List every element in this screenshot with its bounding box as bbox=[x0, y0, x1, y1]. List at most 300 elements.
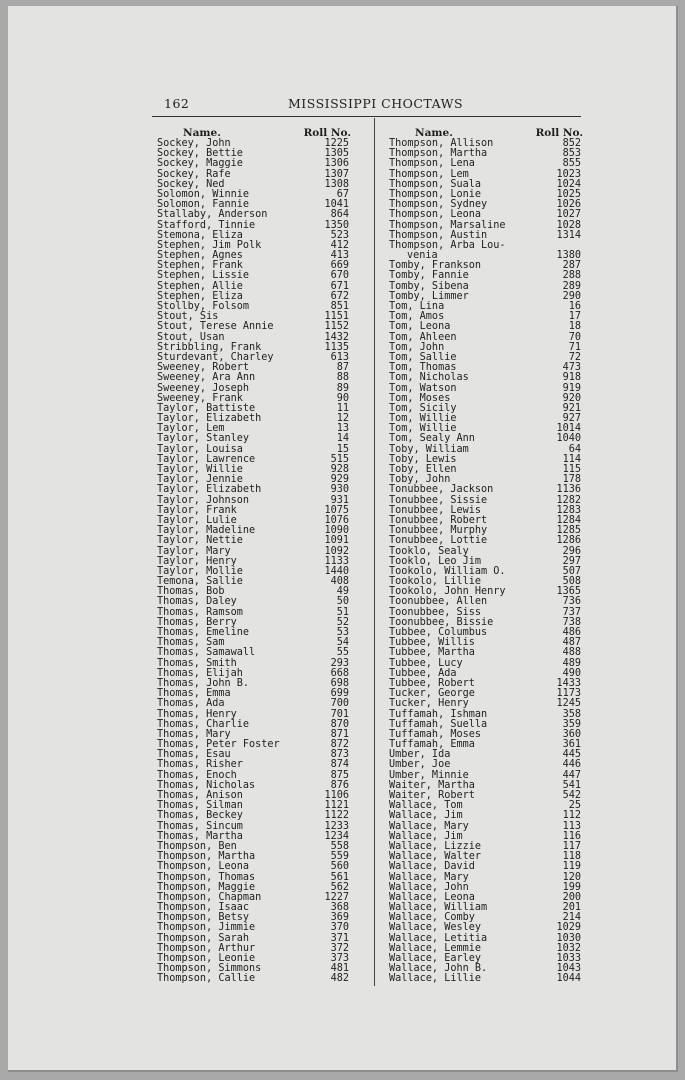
entry-name: Tonubbee, Murphy bbox=[389, 525, 488, 537]
entry-roll-number: 1033 bbox=[556, 953, 581, 965]
entry-roll-number: 1014 bbox=[556, 423, 581, 435]
entry-roll-number: 851 bbox=[330, 301, 349, 312]
roll-entry-row bbox=[157, 974, 351, 984]
entry-name: Taylor, Henry bbox=[157, 555, 237, 567]
entry-name: Tonubbee, Robert bbox=[389, 514, 488, 526]
entry-name: Stephen, Agnes bbox=[157, 250, 243, 262]
entry-name: Taylor, Frank bbox=[157, 504, 237, 516]
entry-name: Toby, John bbox=[389, 474, 451, 486]
entry-name: Thomas, Anison bbox=[157, 790, 243, 801]
entry-roll-number: 670 bbox=[330, 270, 349, 282]
entry-roll-number: 52 bbox=[336, 616, 349, 628]
entry-roll-number: 88 bbox=[336, 372, 349, 384]
entry-roll-number: 89 bbox=[336, 382, 349, 394]
entry-name: Thompson, Maggie bbox=[157, 881, 256, 893]
entry-roll-number: 1305 bbox=[324, 148, 349, 160]
entry-name: Wallace, Leona bbox=[389, 891, 475, 903]
entry-name: Thompson, Marsaline bbox=[389, 219, 506, 231]
entry-roll-number: 738 bbox=[562, 616, 581, 628]
entry-name: Thompson, Austin bbox=[389, 229, 488, 241]
entry-roll-number: 1282 bbox=[556, 494, 581, 506]
roll-entry-row bbox=[157, 862, 351, 872]
entry-roll-number: 13 bbox=[336, 423, 349, 435]
entry-roll-number: 671 bbox=[330, 280, 349, 292]
entry-roll-number: 736 bbox=[562, 596, 581, 608]
entry-name: Thomas, Charlie bbox=[157, 718, 250, 730]
entry-roll-number: 1122 bbox=[324, 810, 349, 822]
entry-roll-number: 1023 bbox=[556, 168, 581, 180]
entry-roll-number: 515 bbox=[330, 453, 349, 465]
entry-name: Thomas, Ada bbox=[157, 698, 225, 710]
entry-name: Wallace, Mary bbox=[389, 820, 469, 832]
entry-roll-number: 1075 bbox=[324, 504, 349, 516]
entry-roll-number: 473 bbox=[562, 362, 581, 374]
entry-name: Tubbee, Robert bbox=[389, 677, 475, 689]
roll-column-header: Roll No. bbox=[303, 127, 351, 139]
entry-name: Wallace, Jim bbox=[389, 810, 463, 822]
entry-roll-number: 919 bbox=[562, 382, 581, 394]
entry-roll-number: 368 bbox=[330, 902, 349, 914]
entry-name: Taylor, Willie bbox=[157, 464, 243, 475]
entry-roll-number: 17 bbox=[568, 311, 581, 323]
entry-name: Sockey, Ned bbox=[157, 178, 225, 190]
entry-name: Thompson, Sarah bbox=[157, 932, 250, 944]
entry-roll-number: 921 bbox=[562, 402, 581, 414]
entry-name: Tom, John bbox=[389, 341, 445, 353]
entry-roll-number: 54 bbox=[336, 637, 349, 649]
entry-name: Taylor, Mary bbox=[157, 545, 231, 557]
entry-roll-number: 481 bbox=[330, 963, 349, 975]
entry-name: Tuffamah, Moses bbox=[389, 728, 482, 740]
entry-name: Wallace, Comby bbox=[389, 912, 475, 924]
entry-roll-number: 1152 bbox=[324, 321, 349, 333]
entry-roll-number: 360 bbox=[562, 728, 581, 740]
entry-name: Tom, Sealy Ann bbox=[389, 433, 475, 445]
entry-name: Stafford, Tinnie bbox=[157, 219, 256, 231]
entry-roll-number: 672 bbox=[330, 290, 349, 302]
entry-name: Wallace, John bbox=[389, 881, 469, 893]
entry-roll-number: 1151 bbox=[324, 311, 349, 323]
entry-roll-number: 853 bbox=[562, 148, 581, 160]
entry-roll-number: 1025 bbox=[556, 188, 581, 200]
roll-entry-row bbox=[157, 373, 351, 383]
entry-roll-number: 117 bbox=[562, 840, 581, 852]
entry-name: Wallace, Tom bbox=[389, 800, 463, 812]
entry-roll-number: 561 bbox=[330, 871, 349, 883]
entry-roll-number: 1136 bbox=[556, 484, 581, 496]
entry-name: Thomas, Peter Foster bbox=[157, 739, 280, 751]
entry-roll-number: 290 bbox=[562, 290, 581, 302]
entry-name: Sockey, John bbox=[157, 138, 231, 149]
entry-roll-number: 445 bbox=[562, 749, 581, 761]
entry-name: Tubbee, Columbus bbox=[389, 627, 488, 639]
entry-roll-number: 112 bbox=[562, 810, 581, 822]
entry-name: Tookolo, William O. bbox=[389, 565, 506, 577]
entry-roll-number: 413 bbox=[330, 250, 349, 262]
entry-name: Thompson, Allison bbox=[389, 138, 494, 149]
entry-roll-number: 49 bbox=[336, 586, 349, 598]
roll-entry-row bbox=[157, 699, 351, 709]
entry-roll-number: 508 bbox=[562, 576, 581, 588]
entry-name: Sweeney, Robert bbox=[157, 362, 250, 374]
entry-roll-number: 523 bbox=[330, 229, 349, 241]
entry-name: Tomby, Limmer bbox=[389, 290, 469, 302]
entry-name: Thompson, Arba Lou- bbox=[389, 239, 506, 251]
entry-roll-number: 562 bbox=[330, 881, 349, 893]
entry-roll-number: 873 bbox=[330, 749, 349, 761]
entry-roll-number: 288 bbox=[562, 270, 581, 282]
roll-entry-row bbox=[389, 699, 583, 709]
entry-name: Tucker, Henry bbox=[389, 698, 469, 710]
entry-name: Tom, Amos bbox=[389, 311, 445, 323]
entry-name: Tubbee, Willis bbox=[389, 637, 475, 649]
entry-roll-number: 1225 bbox=[324, 138, 349, 149]
entry-roll-number: 698 bbox=[330, 677, 349, 689]
entry-name: Wallace, Lizzie bbox=[389, 840, 482, 852]
page-header bbox=[158, 96, 588, 116]
entry-name: Thomas, Elijah bbox=[157, 667, 243, 679]
entry-roll-number: 918 bbox=[562, 372, 581, 384]
entry-roll-number: 297 bbox=[562, 555, 581, 567]
entry-roll-number: 487 bbox=[562, 637, 581, 649]
entry-name: Stemona, Eliza bbox=[157, 229, 243, 241]
entry-roll-number: 1091 bbox=[324, 535, 349, 547]
entry-name: Tuffamah, Ishman bbox=[389, 708, 488, 720]
entry-name: Thomas, Berry bbox=[157, 616, 237, 628]
entry-name: Toby, William bbox=[389, 443, 469, 455]
entry-roll-number: 558 bbox=[330, 840, 349, 852]
entry-name: Sturdevant, Charley bbox=[157, 351, 274, 363]
entry-name: Thompson, Leonie bbox=[157, 953, 256, 964]
roll-entry-row bbox=[157, 536, 351, 546]
entry-name: Tom, Lina bbox=[389, 301, 445, 313]
entry-roll-number: 1040 bbox=[556, 433, 581, 445]
roll-entry-row bbox=[389, 974, 583, 984]
entry-roll-number: 876 bbox=[330, 779, 349, 791]
entry-name: Thompson, Ben bbox=[157, 840, 237, 852]
entry-name: Thomas, Ramsom bbox=[157, 606, 243, 618]
entry-name: Taylor, Louisa bbox=[157, 443, 243, 455]
entry-roll-number: 1024 bbox=[556, 178, 581, 190]
entry-roll-number: 370 bbox=[330, 922, 349, 934]
entry-name: Thompson, Lonie bbox=[389, 188, 482, 200]
entry-name: Thomas, Enoch bbox=[157, 769, 237, 781]
entry-name: Stephen, Lissie bbox=[157, 270, 250, 282]
entry-roll-number: 701 bbox=[330, 708, 349, 720]
entry-roll-number: 928 bbox=[330, 464, 349, 475]
entry-roll-number: 737 bbox=[562, 606, 581, 618]
entry-roll-number: 214 bbox=[562, 912, 581, 924]
entry-name: Tomby, Fannie bbox=[389, 270, 469, 282]
entry-roll-number: 446 bbox=[562, 759, 581, 771]
entry-name: Thompson, Lena bbox=[389, 158, 475, 170]
entry-roll-number: 699 bbox=[330, 688, 349, 700]
entry-name: Thompson, Lem bbox=[389, 168, 469, 180]
entry-name: Tomby, Frankson bbox=[389, 260, 482, 272]
entry-roll-number: 1245 bbox=[556, 698, 581, 710]
entry-roll-number: 668 bbox=[330, 667, 349, 679]
entry-roll-number: 116 bbox=[562, 830, 581, 842]
entry-name: Tom, Ahleen bbox=[389, 331, 457, 343]
entry-name: Stollby, Folsom bbox=[157, 301, 250, 312]
roll-column-left bbox=[157, 127, 351, 985]
entry-name: Toonubbee, Siss bbox=[389, 606, 482, 618]
entry-name: Sweeney, Ara Ann bbox=[157, 372, 256, 384]
entry-roll-number: 371 bbox=[330, 932, 349, 944]
entry-name: Toby, Ellen bbox=[389, 464, 457, 476]
entry-name: Thomas, Sam bbox=[157, 637, 225, 649]
entry-roll-number: 115 bbox=[562, 464, 581, 476]
entry-name: Taylor, Elizabeth bbox=[157, 484, 262, 496]
entry-name: Taylor, Elizabeth bbox=[157, 413, 262, 425]
entry-roll-number: 1026 bbox=[556, 199, 581, 211]
entry-roll-number: 120 bbox=[562, 871, 581, 883]
entry-name: Thomas, Sincum bbox=[157, 820, 243, 832]
entry-roll-number: 1284 bbox=[556, 514, 581, 526]
entry-name: Umber, Minnie bbox=[389, 769, 469, 781]
entry-name: Wallace, Walter bbox=[389, 851, 482, 863]
entry-name: Tucker, George bbox=[389, 688, 475, 700]
entry-roll-number: 412 bbox=[330, 239, 349, 251]
entry-name: Taylor, Lulie bbox=[157, 514, 237, 526]
entry-name: Sweeney, Joseph bbox=[157, 382, 250, 394]
entry-roll-number: 1350 bbox=[324, 219, 349, 231]
entry-name: Umber, Ida bbox=[389, 749, 451, 761]
entry-name: Thompson, Martha bbox=[157, 851, 256, 863]
entry-roll-number: 16 bbox=[568, 301, 581, 313]
entry-name: Waiter, Robert bbox=[389, 790, 475, 802]
entry-name: Tuffamah, Suella bbox=[389, 718, 488, 730]
entry-name: Tonubbee, Jackson bbox=[389, 484, 494, 496]
entry-name: Wallace, John B. bbox=[389, 963, 488, 975]
entry-name: Stout, Terese Annie bbox=[157, 321, 274, 333]
entry-name: Taylor, Nettie bbox=[157, 535, 243, 547]
column-divider bbox=[374, 118, 375, 986]
entry-roll-number: 87 bbox=[336, 362, 349, 374]
entry-roll-number: 486 bbox=[562, 627, 581, 639]
entry-name: Taylor, Jennie bbox=[157, 474, 243, 486]
entry-roll-number: 507 bbox=[562, 565, 581, 577]
entry-roll-number: 1133 bbox=[324, 555, 349, 567]
entry-roll-number: 1440 bbox=[324, 565, 349, 577]
entry-roll-number: 482 bbox=[330, 973, 349, 985]
entry-name: Thompson, Suala bbox=[389, 178, 482, 190]
entry-roll-number: 1032 bbox=[556, 942, 581, 954]
entry-roll-number: 1307 bbox=[324, 168, 349, 180]
entry-roll-number: 358 bbox=[562, 708, 581, 720]
entry-name: Thomas, Martha bbox=[157, 830, 243, 842]
entry-roll-number: 1043 bbox=[556, 963, 581, 975]
entry-roll-number: 855 bbox=[562, 158, 581, 170]
entry-roll-number: 14 bbox=[336, 433, 349, 445]
entry-name: Tubbee, Lucy bbox=[389, 657, 463, 669]
entry-roll-number: 931 bbox=[330, 494, 349, 506]
entry-roll-number: 488 bbox=[562, 647, 581, 659]
entry-name: Thomas, Smith bbox=[157, 657, 237, 669]
entry-roll-number: 1029 bbox=[556, 922, 581, 934]
entry-name: Tom, Willie bbox=[389, 423, 457, 435]
entry-name: Thompson, Betsy bbox=[157, 912, 250, 924]
entry-roll-number: 72 bbox=[568, 351, 581, 363]
entry-roll-number: 50 bbox=[336, 596, 349, 608]
entry-name-continuation: venia bbox=[407, 250, 438, 262]
entry-roll-number: 1285 bbox=[556, 525, 581, 537]
entry-name: Tubbee, Ada bbox=[389, 667, 457, 679]
entry-name: Taylor, Stanley bbox=[157, 433, 250, 445]
entry-roll-number: 1092 bbox=[324, 545, 349, 557]
entry-name: Sockey, Bettie bbox=[157, 148, 243, 160]
entry-roll-number: 1234 bbox=[324, 830, 349, 842]
entry-name: Waiter, Martha bbox=[389, 779, 475, 791]
entry-name: Stephen, Allie bbox=[157, 280, 243, 292]
entry-roll-number: 199 bbox=[562, 881, 581, 893]
entry-name: Thomas, John B. bbox=[157, 677, 250, 689]
entry-name: Wallace, David bbox=[389, 861, 475, 873]
entry-roll-number: 51 bbox=[336, 606, 349, 618]
entry-name: Thomas, Risher bbox=[157, 759, 243, 771]
entry-roll-number: 489 bbox=[562, 657, 581, 669]
entry-name: Stephen, Jim Polk bbox=[157, 239, 262, 251]
entry-name: Tom, Sallie bbox=[389, 351, 457, 363]
entry-name: Sockey, Rafe bbox=[157, 168, 231, 180]
page-number: 162 bbox=[164, 96, 190, 111]
entry-roll-number: 18 bbox=[568, 321, 581, 333]
entry-roll-number: 541 bbox=[562, 779, 581, 791]
roll-entry-row bbox=[389, 373, 583, 383]
entry-name: Umber, Joe bbox=[389, 759, 451, 771]
entry-roll-number: 369 bbox=[330, 912, 349, 924]
roll-column-header: Roll No. bbox=[535, 127, 583, 139]
entry-name: Tom, Willie bbox=[389, 413, 457, 425]
entry-roll-number: 359 bbox=[562, 718, 581, 730]
entry-roll-number: 1028 bbox=[556, 219, 581, 231]
entry-roll-number: 1135 bbox=[324, 341, 349, 353]
entry-name: Thompson, Leona bbox=[157, 861, 250, 873]
entry-roll-number: 930 bbox=[330, 484, 349, 496]
entry-name: Tooklo, Leo Jim bbox=[389, 555, 482, 567]
entry-roll-number: 1432 bbox=[324, 331, 349, 343]
roll-entry-row bbox=[389, 241, 583, 261]
entry-roll-number: 67 bbox=[336, 188, 349, 200]
entry-roll-number: 119 bbox=[562, 861, 581, 873]
entry-name: Tom, Sicily bbox=[389, 402, 457, 414]
entry-roll-number: 490 bbox=[562, 667, 581, 679]
entry-roll-number: 1283 bbox=[556, 504, 581, 516]
entry-roll-number: 447 bbox=[562, 769, 581, 781]
entry-roll-number: 15 bbox=[336, 443, 349, 455]
entry-roll-number: 293 bbox=[330, 657, 349, 669]
entry-roll-number: 11 bbox=[336, 402, 349, 414]
entry-name: Thompson, Arthur bbox=[157, 942, 256, 954]
entry-roll-number: 373 bbox=[330, 953, 349, 964]
entry-name: Stout, Usan bbox=[157, 331, 225, 343]
entry-roll-number: 1227 bbox=[324, 891, 349, 903]
roll-entry-row bbox=[389, 862, 583, 872]
entry-roll-number: 372 bbox=[330, 942, 349, 954]
entry-name: Tuffamah, Emma bbox=[389, 739, 475, 751]
entry-roll-number: 927 bbox=[562, 413, 581, 425]
entry-roll-number: 1173 bbox=[556, 688, 581, 700]
entry-name: Wallace, Lemmie bbox=[389, 942, 482, 954]
entry-roll-number: 700 bbox=[330, 698, 349, 710]
entry-name: Stephen, Eliza bbox=[157, 290, 243, 302]
entry-name: Wallace, William bbox=[389, 902, 488, 914]
entry-name: Thomas, Bob bbox=[157, 586, 225, 598]
entry-roll-number: 408 bbox=[330, 576, 349, 588]
entry-name: Taylor, Madeline bbox=[157, 525, 256, 537]
entry-roll-number: 178 bbox=[562, 474, 581, 486]
entry-roll-number: 64 bbox=[568, 443, 581, 455]
entry-roll-number: 871 bbox=[330, 728, 349, 740]
entry-roll-number: 71 bbox=[568, 341, 581, 353]
roll-entry-row bbox=[389, 536, 583, 546]
entry-name: Wallace, Mary bbox=[389, 871, 469, 883]
entry-name: Tom, Leona bbox=[389, 321, 451, 333]
entry-roll-number: 296 bbox=[562, 545, 581, 557]
entry-roll-number: 1090 bbox=[324, 525, 349, 537]
entry-name: Taylor, Battiste bbox=[157, 402, 256, 414]
entry-roll-number: 1314 bbox=[556, 229, 581, 241]
entry-roll-number: 118 bbox=[562, 851, 581, 863]
entry-roll-number: 90 bbox=[336, 392, 349, 404]
entry-name: Stout, Sis bbox=[157, 311, 219, 323]
entry-roll-number: 1030 bbox=[556, 932, 581, 944]
entry-name: Thompson, Thomas bbox=[157, 871, 256, 883]
entry-roll-number: 113 bbox=[562, 820, 581, 832]
entry-name: Thomas, Emma bbox=[157, 688, 231, 700]
entry-name: Thompson, Leona bbox=[389, 209, 482, 221]
entry-name: Thomas, Emeline bbox=[157, 627, 250, 638]
entry-name: Tookolo, Lillie bbox=[389, 576, 482, 588]
entry-name: Wallace, Wesley bbox=[389, 922, 482, 934]
entry-name: Thomas, Silman bbox=[157, 800, 243, 812]
entry-roll-number: 361 bbox=[562, 739, 581, 751]
entry-name: Thomas, Samawall bbox=[157, 647, 256, 659]
entry-roll-number: 1233 bbox=[324, 820, 349, 832]
entry-name: Stephen, Frank bbox=[157, 260, 243, 272]
entry-roll-number: 874 bbox=[330, 759, 349, 771]
entry-name: Taylor, Mollie bbox=[157, 565, 243, 577]
roll-entry-row bbox=[157, 210, 351, 220]
entry-name: Taylor, Johnson bbox=[157, 494, 250, 506]
entry-name: Thomas, Esau bbox=[157, 749, 231, 761]
entry-name: Tookolo, John Henry bbox=[389, 586, 506, 598]
name-column-header: Name. bbox=[183, 127, 221, 139]
entry-roll-number: 872 bbox=[330, 739, 349, 751]
entry-name: Tom, Thomas bbox=[389, 362, 457, 374]
entry-name: Toonubbee, Allen bbox=[389, 596, 488, 608]
entry-name: Stribbling, Frank bbox=[157, 341, 262, 353]
entry-name: Temona, Sallie bbox=[157, 576, 243, 588]
entry-roll-number: 852 bbox=[562, 138, 581, 149]
entry-name: Stallaby, Anderson bbox=[157, 209, 268, 221]
entry-name: Tonubbee, Lewis bbox=[389, 504, 482, 516]
entry-name: Taylor, Lem bbox=[157, 423, 225, 435]
entry-roll-number: 201 bbox=[562, 902, 581, 914]
entry-name: Thompson, Sydney bbox=[389, 199, 488, 211]
entry-roll-number: 25 bbox=[568, 800, 581, 812]
entry-name: Sockey, Maggie bbox=[157, 158, 243, 170]
entry-roll-number: 1106 bbox=[324, 790, 349, 801]
entry-roll-number: 870 bbox=[330, 718, 349, 730]
entry-roll-number: 669 bbox=[330, 260, 349, 272]
entry-roll-number: 613 bbox=[330, 351, 349, 363]
entry-name: Thompson, Chapman bbox=[157, 891, 262, 903]
entry-roll-number: 542 bbox=[562, 790, 581, 802]
entry-roll-number: 1286 bbox=[556, 535, 581, 547]
entry-roll-number: 1121 bbox=[324, 800, 349, 812]
entry-name: Toby, Lewis bbox=[389, 453, 457, 465]
